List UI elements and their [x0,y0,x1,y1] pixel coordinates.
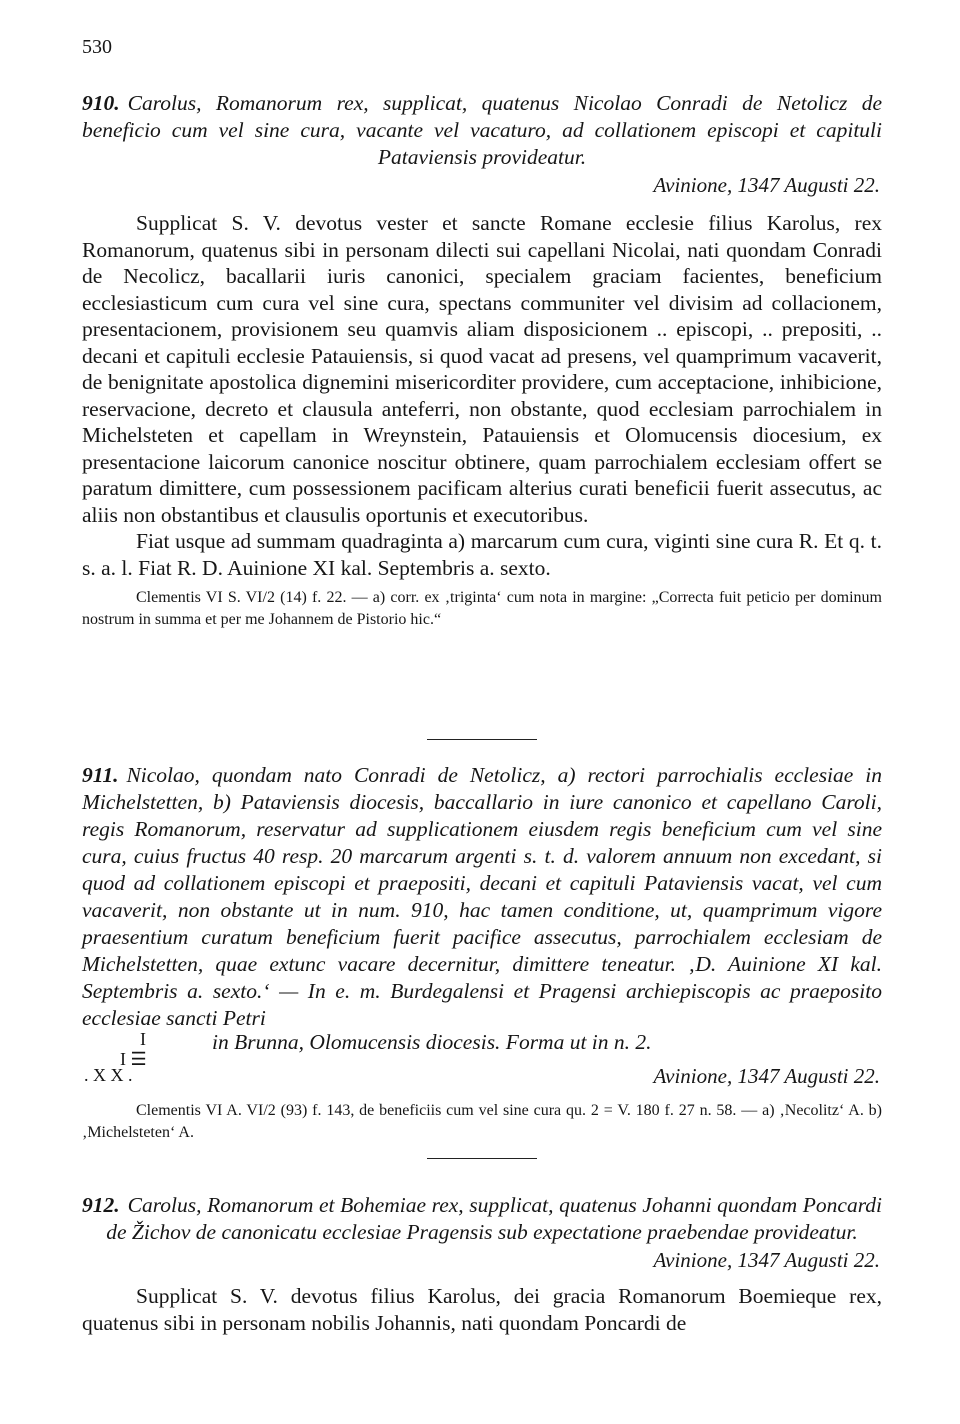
marker-glyph: I ☰ [120,1049,147,1069]
entry-heading-continuation: in Brunna, Olomucensis diocesis. Forma ut in n. 2. [212,1030,652,1054]
entry-paragraph: Fiat usque ad summam quadraginta a) marcarum cum cura, viginti sine cura R. Et q. t. s. a. l. Fiat R. D. Auinione XI kal. Septembris a. sexto. [82,529,882,580]
page-number: 530 [82,36,112,58]
entry-heading [82,762,882,1032]
entry-heading-text: Nicolao, quondam nato Conradi de Netolicz, a) rectori parrochialis ecclesiae in Michelstetten, b) Pataviensis diocesis, baccallario in iure canonico et capellano Caroli, regis Romanorum, reservatur ad supplicationem eiusdem regis beneficium cum vel sine cura, cuius fructus 40 resp. 20 marcarum argenti s. t. d. valorem annuum non excedant, si quod ad collationem episcopi et praepositi, decani et capituli Pataviensis vacat, vel cum vacaverit, non obstante ut in num. 910, hac tamen conditione, ut, quamprimum vigore praesentium curatum beneficium fuerit pacifice assecutus, parrochialem ecclesiam de Michelstetten, quae extunc vacare decernitur, dimittere teneatur. ‚D. Auinione XI kal. Septembris a. sexto.‘ — In e. m. Burdegalensi et Pragensi archiepiscopis ac praeposito ecclesiae sancti Petri [82,763,882,1030]
entry-date: Avinione, 1347 Augusti 22. [653,1248,880,1272]
entry-heading [82,1192,882,1246]
entry-number: 912. [82,1193,120,1217]
entry-heading-text: Carolus, Romanorum et Bohemiae rex, supplicat, quatenus Johanni quondam Poncardi de Žichov de canonicatu ecclesiae Pragensis sub expectatione praebendae provideatur. [106,1193,882,1244]
entry-note: Clementis VI A. VI/2 (93) f. 143, de beneficiis cum vel sine cura qu. 2 = V. 180 f. 27 n. 58. — a) ‚Necolitz‘ A. b) ‚Michelsteten‘ A. [82,1102,882,1141]
entry-date: Avinione, 1347 Augusti 22. [653,1064,880,1088]
entry-date: Avinione, 1347 Augusti 22. [653,173,880,197]
entry-note: Clementis VI S. VI/2 (14) f. 22. — a) corr. ex ‚triginta‘ cum nota in margine: „Correcta fuit peticio per dominum nostrum in summa et per me Johannem de Pistorio hic.“ [82,589,882,628]
marker-glyph: . X X . [84,1065,133,1085]
entry-heading-text: Carolus, Romanorum rex, supplicat, quatenus Nicolao Conradi de Netolicz de beneficio cum vel sine cura, vacante vel vacaturo, ad collationem episcopi et capituli Pataviensis provideatur. [82,91,882,169]
entry-marker-row [82,1029,882,1092]
separator-rule [427,1158,537,1159]
entry-paragraph: Supplicat S. V. devotus filius Karolus, dei gracia Romanorum Boemieque rex, quatenus sibi in personam nobilis Johannis, nati quondam Poncardi de [82,1284,882,1335]
entry-910 [82,90,882,631]
entry-912 [82,1192,882,1336]
entry-number: 910. [82,91,120,115]
marker-glyph: I [140,1029,146,1049]
entry-paragraph: Supplicat S. V. devotus vester et sancte Romane ecclesie filius Karolus, rex Romanorum, quatenus sibi in personam dilecti sui capellani Nicolai, nati quondam Conradi de Necolicz, bacallarii iuris canonici, specialem graciam facientes, beneficium ecclesiasticum cum cura vel sine cura, spectans communiter vel divisim ad collacionem, presentacionem, provisionem seu quamvis aliam disposicionem .. episcopi, .. prepositi, .. decani et capituli ecclesie Patauiensis, si quod vacat ad presens, vel quamprimum vacaverit, de benignitate apostolica dignemini misericorditer providere, cum acceptacione, inhibicione, reservacione, decreto et clausula anteferri, non obstante, quod ecclesiam parrochialem in Michelsteten et capellam in Wreynstein, Patauiensis et Olomucensis diocesium, ex presentacione laicorum canonice noscitur obtinere, quam parrochialem ecclesiam offert se paratum dimittere, cum possessionem pacificam alterius curati beneficii fuerit assecutus, ac aliis non obstantibus et clausulis oportunis et executoribus. [82,211,882,527]
entry-number: 911. [82,763,119,787]
entry-911 [82,762,882,1144]
entry-heading [82,90,882,171]
separator-rule [427,739,537,740]
